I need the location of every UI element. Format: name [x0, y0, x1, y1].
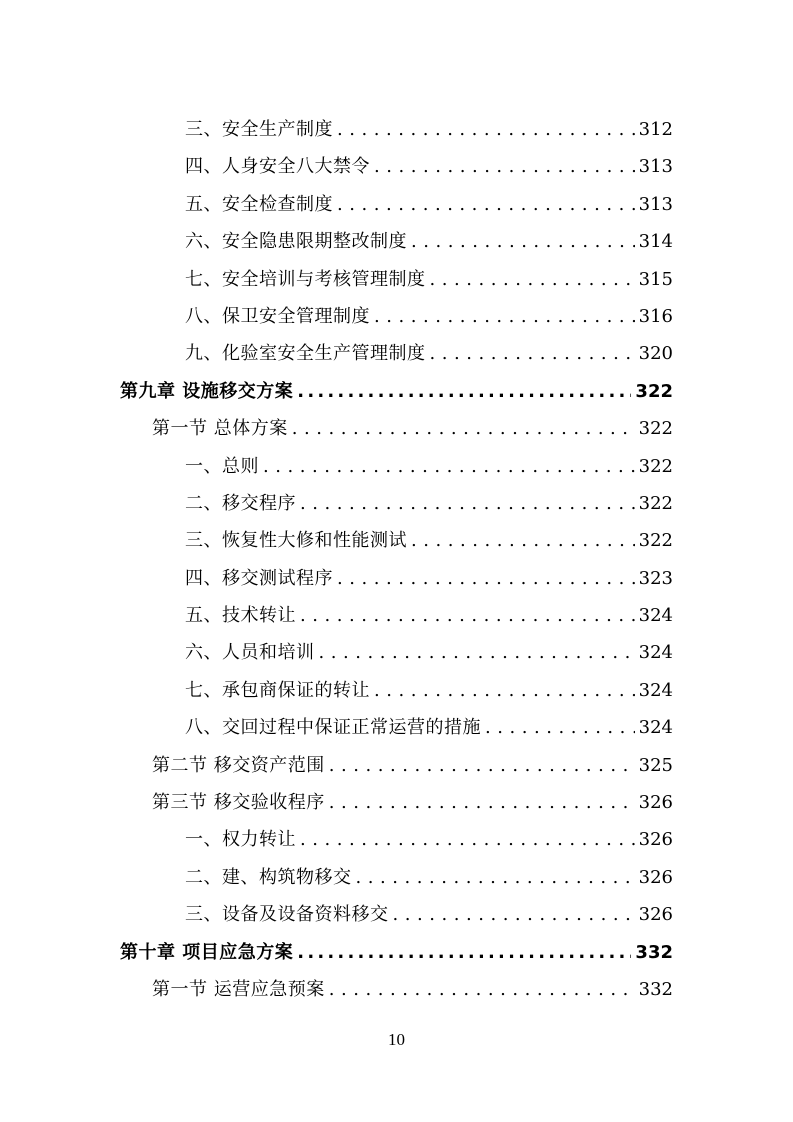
toc-leader-dots	[300, 821, 635, 858]
toc-entry-title: 三、恢复性大修和性能测试	[185, 530, 407, 552]
toc-leader-dots	[374, 148, 635, 185]
toc-entry-title: 第三节 移交验收程序	[152, 792, 325, 814]
toc-leader-dots	[300, 485, 635, 522]
toc-entry-title: 三、设备及设备资料移交	[185, 904, 389, 926]
toc-entry-page: 332	[638, 978, 673, 1000]
toc-leader-dots	[329, 971, 635, 1008]
toc-section-entry[interactable]	[0, 784, 793, 821]
toc-entry-title: 五、安全检查制度	[185, 193, 333, 215]
toc-entry-title: 三、安全生产制度	[185, 119, 333, 140]
toc-entry-page: 313	[638, 193, 673, 215]
toc-entry[interactable]	[0, 634, 793, 671]
toc-entry-page: 324	[638, 717, 673, 739]
toc-leader-dots	[411, 522, 635, 559]
toc-entry[interactable]	[0, 560, 793, 597]
toc-entry-title: 第十章 项目应急方案	[120, 941, 294, 963]
toc-leader-dots	[374, 672, 635, 709]
toc-entry[interactable]	[0, 672, 793, 709]
toc-section-entry[interactable]	[0, 747, 793, 784]
toc-chapter-entry[interactable]	[0, 934, 793, 971]
toc-entry-page: 326	[638, 829, 673, 851]
toc-entry-title: 一、权力转让	[185, 829, 296, 851]
toc-entry[interactable]	[0, 298, 793, 335]
toc-leader-dots	[411, 223, 635, 260]
toc-leader-dots	[374, 298, 635, 335]
toc-section-entry[interactable]	[0, 971, 793, 1008]
toc-entry-page: 332	[635, 941, 673, 963]
toc-entry[interactable]	[0, 223, 793, 260]
toc-entry[interactable]	[0, 821, 793, 858]
toc-entry-page: 322	[638, 530, 673, 552]
toc-chapter-entry[interactable]	[0, 373, 793, 410]
toc-leader-dots	[297, 934, 631, 971]
toc-leader-dots	[337, 111, 635, 148]
toc-entry[interactable]	[0, 448, 793, 485]
toc-entry[interactable]	[0, 186, 793, 223]
toc-leader-dots	[297, 373, 631, 410]
toc-entry-page: 315	[638, 268, 673, 290]
toc-section-entry[interactable]	[0, 410, 793, 447]
toc-entry-page: 320	[638, 343, 673, 365]
toc-entry-title: 八、保卫安全管理制度	[185, 305, 370, 327]
toc-entry-page: 326	[638, 792, 673, 814]
toc-entry-title: 九、化验室安全生产管理制度	[185, 343, 426, 365]
toc-leader-dots	[337, 560, 635, 597]
toc-entry-page: 312	[638, 119, 673, 140]
table-of-contents	[0, 111, 793, 1008]
toc-leader-dots	[329, 747, 635, 784]
toc-entry-title: 四、移交测试程序	[185, 567, 333, 589]
toc-entry-page: 326	[638, 904, 673, 926]
toc-entry-title: 八、交回过程中保证正常运营的措施	[185, 717, 481, 739]
toc-entry[interactable]	[0, 111, 793, 148]
toc-entry-title: 四、人身安全八大禁令	[185, 156, 370, 178]
toc-entry-title: 五、技术转让	[185, 605, 296, 627]
toc-leader-dots	[430, 261, 635, 298]
toc-entry[interactable]	[0, 522, 793, 559]
toc-entry-title: 第一节 总体方案	[152, 418, 288, 440]
toc-entry-title: 第二节 移交资产范围	[152, 754, 325, 776]
toc-entry-page: 322	[638, 455, 673, 477]
toc-entry-title: 第一节 运营应急预案	[152, 978, 325, 1000]
toc-entry[interactable]	[0, 859, 793, 896]
toc-entry-title: 二、移交程序	[185, 492, 296, 514]
toc-leader-dots	[300, 597, 635, 634]
toc-leader-dots	[329, 784, 635, 821]
toc-entry-page: 322	[635, 380, 673, 402]
toc-entry-title: 一、总则	[185, 455, 259, 477]
toc-entry[interactable]	[0, 485, 793, 522]
toc-entry-page: 322	[638, 418, 673, 440]
toc-entry-page: 322	[638, 492, 673, 514]
toc-entry-title: 二、建、构筑物移交	[185, 866, 352, 888]
toc-entry-title: 第九章 设施移交方案	[120, 380, 294, 402]
toc-entry-page: 314	[638, 231, 673, 253]
toc-leader-dots	[292, 410, 635, 447]
toc-entry-title: 七、安全培训与考核管理制度	[185, 268, 426, 290]
toc-entry[interactable]	[0, 896, 793, 933]
toc-leader-dots	[319, 634, 635, 671]
toc-entry-page: 324	[638, 642, 673, 664]
toc-leader-dots	[430, 335, 635, 372]
toc-entry-title: 六、安全隐患限期整改制度	[185, 231, 407, 253]
toc-entry-page: 324	[638, 605, 673, 627]
toc-leader-dots	[337, 186, 635, 223]
toc-entry-page: 316	[638, 305, 673, 327]
toc-entry-title: 七、承包商保证的转让	[185, 679, 370, 701]
toc-leader-dots	[485, 709, 635, 746]
toc-entry[interactable]	[0, 335, 793, 372]
toc-leader-dots	[393, 896, 635, 933]
toc-entry[interactable]	[0, 261, 793, 298]
toc-entry[interactable]	[0, 148, 793, 185]
toc-leader-dots	[263, 448, 635, 485]
toc-entry-page: 324	[638, 679, 673, 701]
page-number: 10	[388, 1030, 405, 1049]
toc-entry-page: 323	[638, 567, 673, 589]
toc-entry-page: 325	[638, 754, 673, 776]
toc-entry-page: 313	[638, 156, 673, 178]
toc-entry[interactable]	[0, 709, 793, 746]
toc-entry-title: 六、人员和培训	[185, 642, 315, 664]
toc-entry[interactable]	[0, 597, 793, 634]
toc-entry-page: 326	[638, 866, 673, 888]
toc-leader-dots	[356, 859, 635, 896]
